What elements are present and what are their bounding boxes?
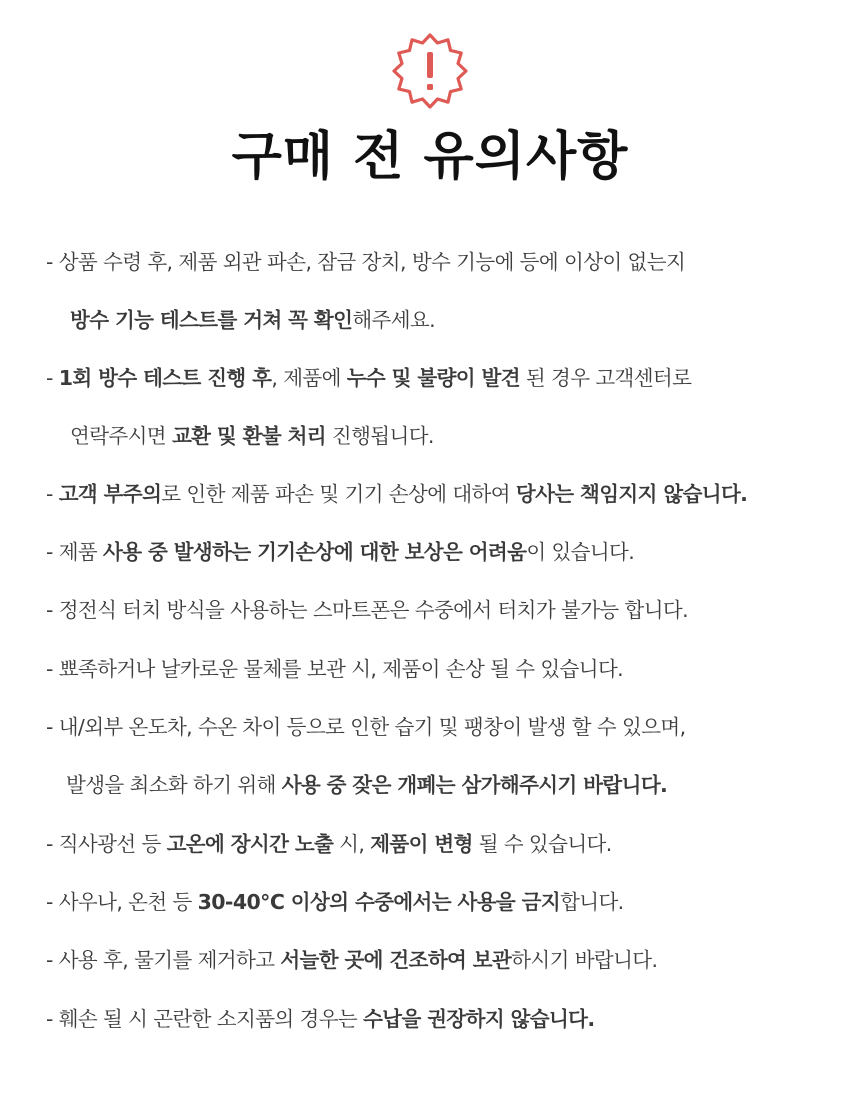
body-text: - 사우나, 온천 등: [46, 890, 198, 914]
notice-line-3: [46, 479, 747, 509]
notice-line-7: [46, 712, 686, 742]
emphasis-text: 당사는 책임지지 않습니다.: [515, 482, 748, 506]
notice-line-7-continued: [66, 770, 667, 800]
notice-line-2: [46, 363, 691, 393]
notice-line-8: [46, 829, 612, 859]
body-text: 연락주시면: [70, 424, 172, 448]
body-text: - 뾰족하거나 날카로운 물체를 보관 시, 제품이 손상 될 수 있습니다.: [46, 657, 624, 681]
body-text: 발생을 최소화 하기 위해: [66, 773, 282, 797]
body-text: - 정전식 터치 방식을 사용하는 스마트폰은 수중에서 터치가 불가능 합니다.: [46, 598, 689, 622]
emphasis-text: 교환 및 환불 처리: [171, 424, 326, 448]
emphasis-text: 방수 기능 테스트를 거쳐 꼭 확인: [70, 308, 353, 332]
emphasis-text: 30-40°C 이상의 수중에서는 사용을 금지: [197, 890, 561, 914]
notice-line-1: [46, 247, 685, 277]
body-text: 합니다.: [560, 890, 624, 914]
body-text: 시,: [333, 832, 371, 856]
body-text: - 사용 후, 물기를 제거하고: [46, 948, 281, 972]
body-text: - 내/외부 온도차, 수온 차이 등으로 인한 습기 및 팽창이 발생 할 수 있으며,: [46, 715, 686, 739]
notice-line-9: [46, 887, 624, 917]
notice-line-2-continued: [70, 421, 434, 451]
body-text: 해주세요.: [352, 308, 436, 332]
emphasis-text: 누수 및 불량이 발견: [346, 366, 520, 390]
body-text: 될 수 있습니다.: [472, 832, 612, 856]
body-text: 된 경우 고객센터로: [519, 366, 692, 390]
body-text: , 제품에: [271, 366, 347, 390]
body-text: 진행됩니다.: [325, 424, 434, 448]
emphasis-text: 1회 방수 테스트 진행 후: [58, 366, 272, 390]
emphasis-text: 수납을 권장하지 않습니다.: [363, 1007, 595, 1031]
emphasis-text: 사용 중 잦은 개폐는 삼가해주시기 바랍니다.: [281, 773, 668, 797]
emphasis-text: 제품이 변형: [370, 832, 473, 856]
emphasis-text: 사용 중 발생하는 기기손상에 대한 보상은 어려움: [103, 540, 527, 564]
emphasis-text: 서늘한 곳에 건조하여 보관: [280, 948, 512, 972]
notice-line-1-continued: [70, 305, 435, 335]
body-text: -: [46, 366, 59, 390]
emphasis-text: 고온에 장시간 노출: [166, 832, 334, 856]
body-text: - 훼손 될 시 곤란한 소지품의 경우는: [46, 1007, 364, 1031]
page-title: 구매 전 유의사항: [231, 127, 629, 187]
body-text: - 제품: [46, 540, 104, 564]
notice-line-10: [46, 945, 657, 975]
body-text: 하시기 바랍니다.: [511, 948, 658, 972]
notice-line-5: [46, 595, 688, 625]
notice-line-11: [46, 1004, 595, 1034]
notice-line-6: [46, 654, 623, 684]
body-text: -: [46, 482, 59, 506]
body-text: 로 인한 제품 파손 및 기기 손상에 대하여: [161, 482, 516, 506]
emphasis-text: 고객 부주의: [58, 482, 162, 506]
body-text: - 상품 수령 후, 제품 외관 파손, 잠금 장치, 방수 기능에 등에 이상이 없는지: [46, 250, 686, 274]
body-text: 이 있습니다.: [526, 540, 635, 564]
notice-line-4: [46, 537, 634, 567]
body-text: - 직사광선 등: [46, 832, 167, 856]
